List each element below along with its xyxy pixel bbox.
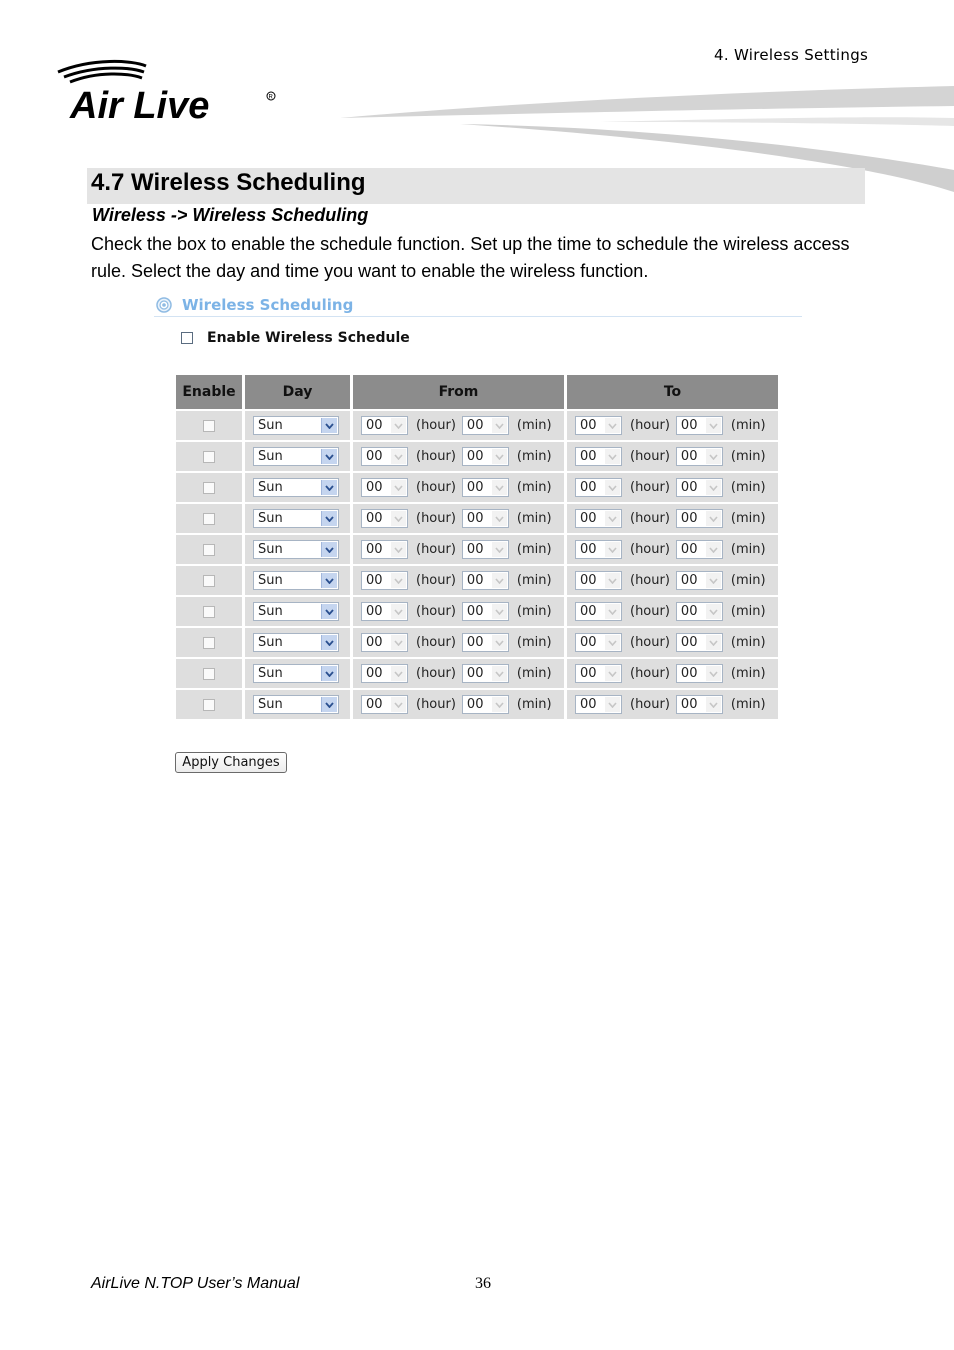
from-hour-select[interactable]: [361, 571, 408, 590]
from-cell: [353, 566, 564, 595]
to-cell: [567, 442, 778, 471]
day-select-value: Sun: [258, 635, 283, 650]
chevron-down-icon: [321, 573, 337, 588]
to-cell: [567, 566, 778, 595]
min-unit-label: (min): [516, 635, 552, 650]
to-hour-select-value: 00: [580, 480, 597, 495]
row-enable-checkbox[interactable]: [203, 513, 215, 525]
svg-text:R: R: [268, 94, 273, 101]
from-cell: [353, 473, 564, 502]
from-min-select[interactable]: [462, 602, 509, 621]
to-hour-select-value: 00: [580, 449, 597, 464]
hour-unit-label: (hour): [416, 666, 456, 681]
day-cell: [245, 628, 350, 657]
enable-schedule-checkbox[interactable]: [181, 332, 193, 344]
chevron-down-icon: [391, 635, 406, 650]
min-unit-label: (min): [730, 666, 766, 681]
hour-unit-label: (hour): [416, 604, 456, 619]
chevron-down-icon: [492, 697, 507, 712]
day-select-value: Sun: [258, 573, 283, 588]
row-enable-checkbox[interactable]: [203, 575, 215, 587]
chevron-down-icon: [605, 573, 620, 588]
from-min-select[interactable]: [462, 478, 509, 497]
min-unit-label: (min): [730, 511, 766, 526]
from-min-select-value: 00: [466, 480, 484, 495]
from-min-select-value: 00: [466, 511, 484, 526]
min-unit-label: (min): [516, 604, 552, 619]
enable-cell: [176, 690, 242, 719]
chevron-down-icon: [321, 480, 337, 495]
day-select-value: Sun: [258, 511, 283, 526]
from-cell: [353, 411, 564, 440]
min-unit-label: (min): [516, 449, 552, 464]
chevron-down-icon: [605, 635, 620, 650]
to-min-select-value: 00: [680, 573, 698, 588]
row-enable-checkbox[interactable]: [203, 544, 215, 556]
hour-unit-label: (hour): [630, 542, 670, 557]
from-hour-select-value: 00: [366, 511, 383, 526]
to-min-select-value: 00: [680, 697, 698, 712]
from-min-select[interactable]: [462, 540, 509, 559]
day-select-value: Sun: [258, 666, 283, 681]
chevron-down-icon: [605, 449, 620, 464]
from-hour-select-value: 00: [366, 604, 383, 619]
column-header-day: Day: [245, 375, 350, 409]
to-hour-select-value: 00: [580, 511, 597, 526]
panel-header: [156, 295, 353, 315]
to-cell: [567, 411, 778, 440]
row-enable-checkbox[interactable]: [203, 668, 215, 680]
day-select-value: Sun: [258, 697, 283, 712]
column-header-from: From: [353, 375, 564, 409]
table-row: [176, 442, 778, 471]
to-cell: [567, 473, 778, 502]
chevron-down-icon: [492, 635, 507, 650]
from-min-select-value: 00: [466, 542, 484, 557]
to-min-select-value: 00: [680, 635, 698, 650]
chevron-down-icon: [492, 418, 507, 433]
hour-unit-label: (hour): [630, 449, 670, 464]
to-hour-select-value: 00: [580, 697, 597, 712]
airlive-logo: [52, 58, 292, 128]
hour-unit-label: (hour): [416, 480, 456, 495]
row-enable-checkbox[interactable]: [203, 420, 215, 432]
panel-title: Wireless Scheduling: [182, 296, 354, 314]
to-min-select[interactable]: [676, 447, 723, 466]
chevron-down-icon: [321, 449, 337, 464]
from-min-select[interactable]: [462, 695, 509, 714]
enable-schedule-row: [181, 330, 410, 346]
chevron-down-icon: [492, 604, 507, 619]
min-unit-label: (min): [516, 418, 552, 433]
to-min-select[interactable]: [676, 571, 723, 590]
to-min-select-value: 00: [680, 542, 698, 557]
day-select-value: Sun: [258, 480, 283, 495]
from-min-select-value: 00: [466, 449, 484, 464]
to-hour-select[interactable]: [575, 447, 622, 466]
chevron-down-icon: [706, 573, 721, 588]
nav-path: Wireless -> Wireless Scheduling: [92, 205, 369, 225]
min-unit-label: (min): [730, 573, 766, 588]
table-row: [176, 628, 778, 657]
to-min-select[interactable]: [676, 664, 723, 683]
footer-manual-title: AirLive N.TOP User’s Manual: [91, 1275, 300, 1292]
to-hour-select-value: 00: [580, 666, 597, 681]
hour-unit-label: (hour): [416, 511, 456, 526]
to-min-select-value: 00: [680, 604, 698, 619]
hour-unit-label: (hour): [416, 697, 456, 712]
section-description: Check the box to enable the schedule function. Set up the time to schedule the wireless access rule. Select the day and time you want to enable the wireless function.: [91, 234, 850, 281]
day-cell: [245, 690, 350, 719]
enable-cell: [176, 473, 242, 502]
from-min-select-value: 00: [466, 635, 484, 650]
column-header-enable: Enable: [176, 375, 242, 409]
chevron-down-icon: [706, 542, 721, 557]
from-hour-select[interactable]: [361, 664, 408, 683]
from-min-select-value: 00: [466, 604, 484, 619]
to-hour-select[interactable]: [575, 633, 622, 652]
table-row: [176, 535, 778, 564]
hour-unit-label: (hour): [630, 635, 670, 650]
min-unit-label: (min): [516, 480, 552, 495]
column-header-to: To: [567, 375, 778, 409]
from-hour-select[interactable]: [361, 416, 408, 435]
table-row: [176, 566, 778, 595]
enable-schedule-label: Enable Wireless Schedule: [207, 330, 410, 346]
chevron-down-icon: [605, 604, 620, 619]
min-unit-label: (min): [730, 542, 766, 557]
hour-unit-label: (hour): [630, 418, 670, 433]
to-min-select[interactable]: [676, 602, 723, 621]
hour-unit-label: (hour): [416, 418, 456, 433]
chevron-down-icon: [605, 542, 620, 557]
from-min-select-value: 00: [466, 697, 484, 712]
chevron-down-icon: [391, 666, 406, 681]
hour-unit-label: (hour): [630, 573, 670, 588]
svg-text:Air Live: Air Live: [70, 85, 210, 127]
to-hour-select-value: 00: [580, 542, 597, 557]
to-min-select-value: 00: [680, 449, 698, 464]
to-hour-select[interactable]: [575, 602, 622, 621]
to-hour-select[interactable]: [575, 664, 622, 683]
from-hour-select[interactable]: [361, 478, 408, 497]
chevron-down-icon: [706, 480, 721, 495]
table-row: [176, 473, 778, 502]
min-unit-label: (min): [730, 418, 766, 433]
from-hour-select[interactable]: [361, 602, 408, 621]
chevron-down-icon: [321, 511, 337, 526]
section-heading-bar: [87, 168, 865, 204]
chevron-down-icon: [391, 449, 406, 464]
to-cell: [567, 690, 778, 719]
from-hour-select-value: 00: [366, 480, 383, 495]
to-min-select[interactable]: [676, 509, 723, 528]
day-cell: [245, 473, 350, 502]
to-hour-select-value: 00: [580, 573, 597, 588]
chevron-down-icon: [321, 542, 337, 557]
to-hour-select[interactable]: [575, 478, 622, 497]
chevron-down-icon: [492, 573, 507, 588]
to-min-select-value: 00: [680, 480, 698, 495]
to-min-select[interactable]: [676, 540, 723, 559]
to-hour-select[interactable]: [575, 540, 622, 559]
from-min-select-value: 00: [466, 573, 484, 588]
from-min-select[interactable]: [462, 633, 509, 652]
to-hour-select-value: 00: [580, 635, 597, 650]
day-select[interactable]: [253, 664, 339, 683]
chevron-down-icon: [605, 511, 620, 526]
enable-cell: [176, 535, 242, 564]
to-min-select[interactable]: [676, 416, 723, 435]
chevron-down-icon: [605, 418, 620, 433]
to-cell: [567, 535, 778, 564]
row-enable-checkbox[interactable]: [203, 482, 215, 494]
from-min-select-value: 00: [466, 666, 484, 681]
hour-unit-label: (hour): [630, 511, 670, 526]
schedule-table: [173, 373, 781, 721]
to-min-select[interactable]: [676, 478, 723, 497]
row-enable-checkbox[interactable]: [203, 637, 215, 649]
from-min-select[interactable]: [462, 509, 509, 528]
to-min-select[interactable]: [676, 633, 723, 652]
chevron-down-icon: [492, 511, 507, 526]
table-row: [176, 659, 778, 688]
row-enable-checkbox[interactable]: [203, 606, 215, 618]
hour-unit-label: (hour): [630, 604, 670, 619]
chevron-down-icon: [706, 604, 721, 619]
to-min-select-value: 00: [680, 418, 698, 433]
chevron-down-icon: [706, 635, 721, 650]
enable-cell: [176, 442, 242, 471]
day-select[interactable]: [253, 633, 339, 652]
hour-unit-label: (hour): [416, 449, 456, 464]
from-min-select[interactable]: [462, 416, 509, 435]
chevron-down-icon: [706, 511, 721, 526]
to-cell: [567, 597, 778, 626]
chevron-down-icon: [706, 666, 721, 681]
page-number: 36: [475, 1275, 491, 1292]
to-cell: [567, 628, 778, 657]
from-hour-select[interactable]: [361, 447, 408, 466]
wireless-scheduling-screenshot: [150, 291, 802, 781]
hour-unit-label: (hour): [416, 542, 456, 557]
from-hour-select-value: 00: [366, 666, 383, 681]
day-select[interactable]: [253, 695, 339, 714]
chapter-label: 4. Wireless Settings: [714, 46, 869, 64]
from-min-select[interactable]: [462, 664, 509, 683]
from-cell: [353, 628, 564, 657]
target-icon: [156, 297, 172, 313]
chevron-down-icon: [321, 666, 337, 681]
min-unit-label: (min): [730, 449, 766, 464]
chevron-down-icon: [605, 480, 620, 495]
to-hour-select[interactable]: [575, 571, 622, 590]
section-title: 4.7 Wireless Scheduling: [91, 169, 366, 196]
chevron-down-icon: [391, 480, 406, 495]
from-cell: [353, 535, 564, 564]
chevron-down-icon: [321, 697, 337, 712]
from-hour-select-value: 00: [366, 418, 383, 433]
enable-cell: [176, 504, 242, 533]
min-unit-label: (min): [516, 666, 552, 681]
chevron-down-icon: [492, 480, 507, 495]
from-hour-select-value: 00: [366, 542, 383, 557]
min-unit-label: (min): [730, 697, 766, 712]
min-unit-label: (min): [516, 573, 552, 588]
day-select[interactable]: [253, 416, 339, 435]
hour-unit-label: (hour): [416, 635, 456, 650]
row-enable-checkbox[interactable]: [203, 699, 215, 711]
from-min-select[interactable]: [462, 447, 509, 466]
day-select[interactable]: [253, 447, 339, 466]
table-row: [176, 504, 778, 533]
to-hour-select[interactable]: [575, 509, 622, 528]
title-divider: [154, 316, 802, 317]
day-select[interactable]: [253, 540, 339, 559]
from-hour-select-value: 00: [366, 573, 383, 588]
day-cell: [245, 504, 350, 533]
hour-unit-label: (hour): [416, 573, 456, 588]
chevron-down-icon: [492, 666, 507, 681]
from-hour-select[interactable]: [361, 695, 408, 714]
to-hour-select-value: 00: [580, 418, 597, 433]
from-hour-select[interactable]: [361, 540, 408, 559]
from-cell: [353, 690, 564, 719]
table-row: [176, 597, 778, 626]
min-unit-label: (min): [730, 480, 766, 495]
day-select[interactable]: [253, 509, 339, 528]
enable-cell: [176, 566, 242, 595]
chevron-down-icon: [391, 418, 406, 433]
from-cell: [353, 597, 564, 626]
hour-unit-label: (hour): [630, 666, 670, 681]
from-hour-select-value: 00: [366, 697, 383, 712]
to-min-select-value: 00: [680, 511, 698, 526]
hour-unit-label: (hour): [630, 480, 670, 495]
chevron-down-icon: [321, 604, 337, 619]
chevron-down-icon: [391, 604, 406, 619]
day-select-value: Sun: [258, 542, 283, 557]
enable-cell: [176, 411, 242, 440]
chevron-down-icon: [321, 635, 337, 650]
chevron-down-icon: [706, 697, 721, 712]
to-cell: [567, 659, 778, 688]
min-unit-label: (min): [730, 604, 766, 619]
table-row: [176, 411, 778, 440]
chevron-down-icon: [706, 449, 721, 464]
min-unit-label: (min): [516, 542, 552, 557]
day-cell: [245, 566, 350, 595]
day-select-value: Sun: [258, 418, 283, 433]
from-cell: [353, 442, 564, 471]
enable-cell: [176, 597, 242, 626]
chevron-down-icon: [391, 573, 406, 588]
chevron-down-icon: [321, 418, 337, 433]
to-hour-select[interactable]: [575, 695, 622, 714]
chevron-down-icon: [391, 542, 406, 557]
from-cell: [353, 504, 564, 533]
from-min-select[interactable]: [462, 571, 509, 590]
from-hour-select[interactable]: [361, 633, 408, 652]
min-unit-label: (min): [516, 697, 552, 712]
chevron-down-icon: [605, 666, 620, 681]
chevron-down-icon: [391, 511, 406, 526]
from-hour-select-value: 00: [366, 449, 383, 464]
from-hour-select-value: 00: [366, 635, 383, 650]
chevron-down-icon: [492, 542, 507, 557]
day-cell: [245, 442, 350, 471]
day-cell: [245, 659, 350, 688]
day-select[interactable]: [253, 478, 339, 497]
apply-changes-button[interactable]: Apply Changes: [175, 752, 287, 773]
chevron-down-icon: [492, 449, 507, 464]
day-cell: [245, 597, 350, 626]
to-hour-select[interactable]: [575, 416, 622, 435]
day-cell: [245, 535, 350, 564]
day-select-value: Sun: [258, 604, 283, 619]
to-min-select-value: 00: [680, 666, 698, 681]
to-min-select[interactable]: [676, 695, 723, 714]
chevron-down-icon: [391, 697, 406, 712]
to-hour-select-value: 00: [580, 604, 597, 619]
from-hour-select[interactable]: [361, 509, 408, 528]
table-row: [176, 690, 778, 719]
day-select[interactable]: [253, 571, 339, 590]
from-min-select-value: 00: [466, 418, 484, 433]
min-unit-label: (min): [730, 635, 766, 650]
min-unit-label: (min): [516, 511, 552, 526]
hour-unit-label: (hour): [630, 697, 670, 712]
to-cell: [567, 504, 778, 533]
from-cell: [353, 659, 564, 688]
row-enable-checkbox[interactable]: [203, 451, 215, 463]
chevron-down-icon: [605, 697, 620, 712]
chevron-down-icon: [706, 418, 721, 433]
day-select[interactable]: [253, 602, 339, 621]
day-select-value: Sun: [258, 449, 283, 464]
day-cell: [245, 411, 350, 440]
enable-cell: [176, 659, 242, 688]
enable-cell: [176, 628, 242, 657]
